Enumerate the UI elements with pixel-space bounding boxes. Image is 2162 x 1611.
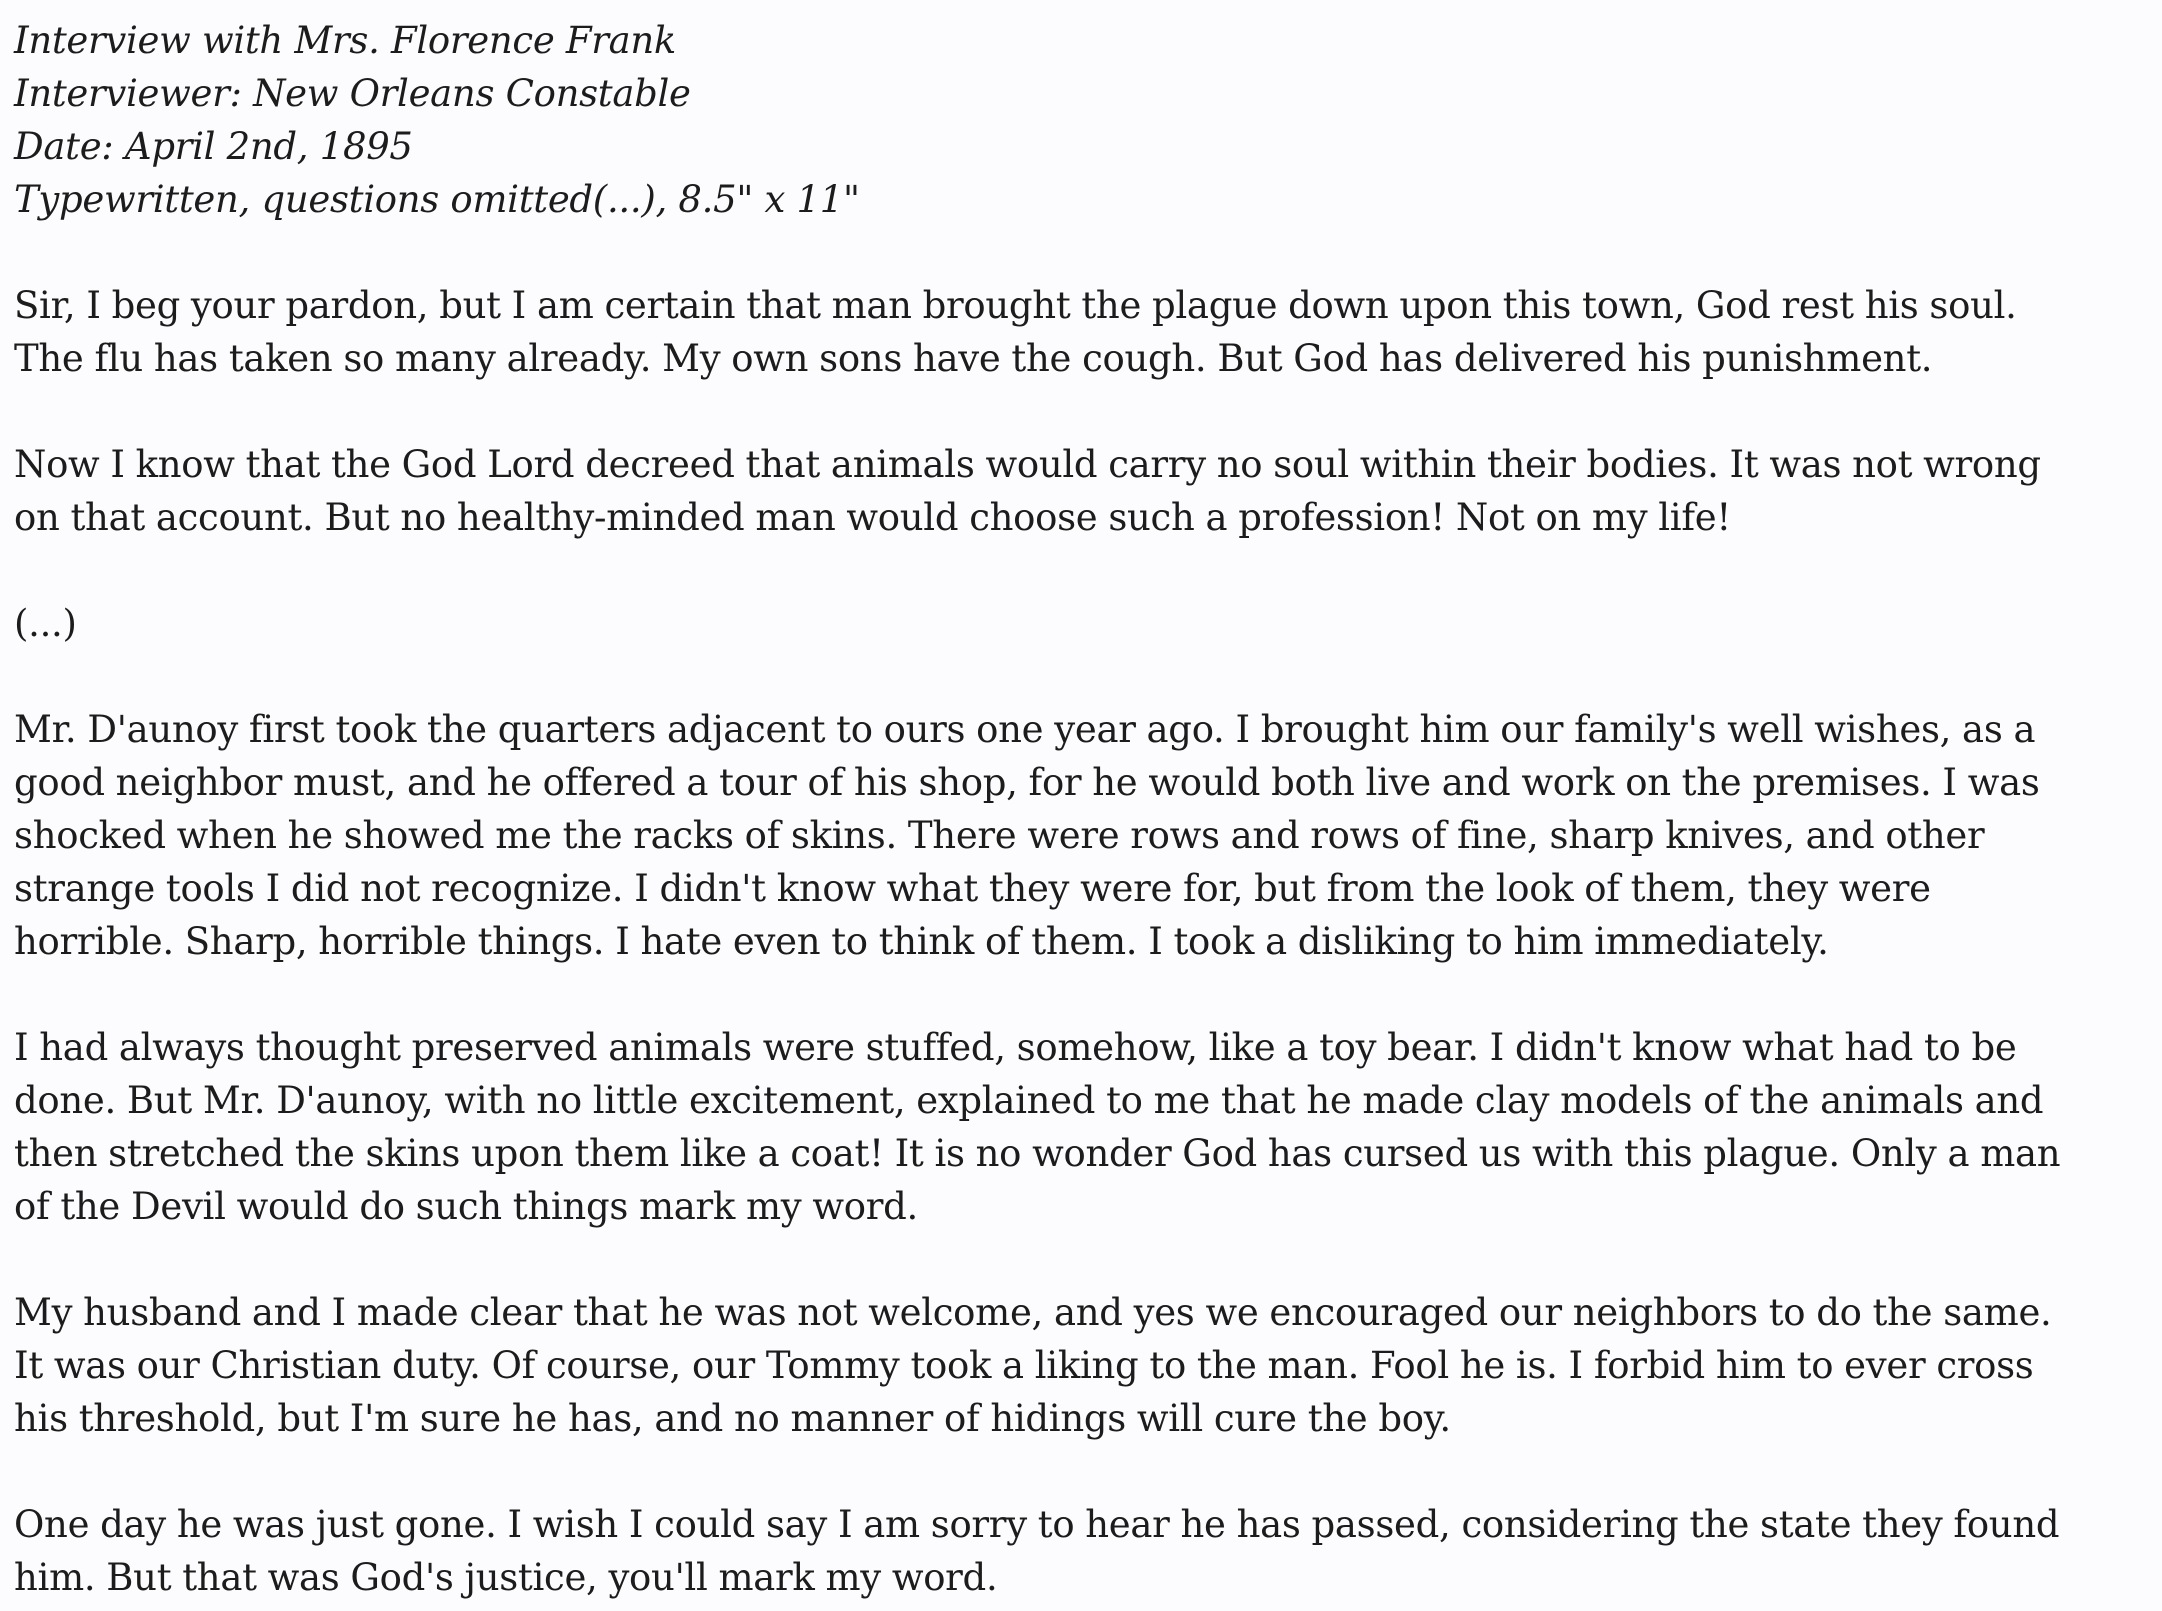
format-line: Typewritten, questions omitted(...), 8.5" x 11" bbox=[14, 178, 860, 221]
interview-title: Interview with Mrs. Florence Frank bbox=[14, 19, 677, 62]
paragraph-5: My husband and I made clear that he was not welcome, and yes we encouraged our neighbors to do the same. It was our Christian duty. Of course, our Tommy took a liking to the man. Fool he is. I forbid him to ever cross his threshold, but I'm sure he has, and no manner of hidings will cure the boy. bbox=[14, 1291, 2052, 1440]
paragraph-3: Mr. D'aunoy first took the quarters adjacent to ours one year ago. I brought him our family's well wishes, as a good neighbor must, and he offered a tour of his shop, for he would both live and work on the premises. I was shocked when he showed me the racks of skins. There were rows and rows of fine, sharp knives, and other strange tools I did not recognize. I didn't know what they were for, but from the look of them, they were horrible. Sharp, horrible things. I hate even to think of them. I took a disliking to him immediately. bbox=[14, 708, 2040, 963]
document-header bbox=[14, 14, 2062, 226]
date-line: Date: April 2nd, 1895 bbox=[14, 125, 413, 168]
interviewer-line: Interviewer: New Orleans Constable bbox=[14, 72, 691, 115]
paragraph-6: One day he was just gone. I wish I could say I am sorry to hear he has passed, considering the state they found him. But that was God's justice, you'll mark my word. bbox=[14, 1503, 2060, 1599]
paragraph-1: Sir, I beg your pardon, but I am certain that man brought the plague down upon this town, God rest his soul. The flu has taken so many already. My own sons have the cough. But God has delivered his punishment. bbox=[14, 284, 2017, 380]
paragraph-2: Now I know that the God Lord decreed that animals would carry no soul within their bodies. It was not wrong on that account. But no healthy-minded man would choose such a profession! Not on my life! bbox=[14, 443, 2041, 539]
paragraph-omission: (...) bbox=[14, 602, 77, 645]
paragraph-4: I had always thought preserved animals were stuffed, somehow, like a toy bear. I didn't know what had to be done. But Mr. D'aunoy, with no little excitement, explained to me that he made clay models of the animals and then stretched the skins upon them like a coat! It is no wonder God has cursed us with this plague. Only a man of the Devil would do such things mark my word. bbox=[14, 1026, 2061, 1228]
